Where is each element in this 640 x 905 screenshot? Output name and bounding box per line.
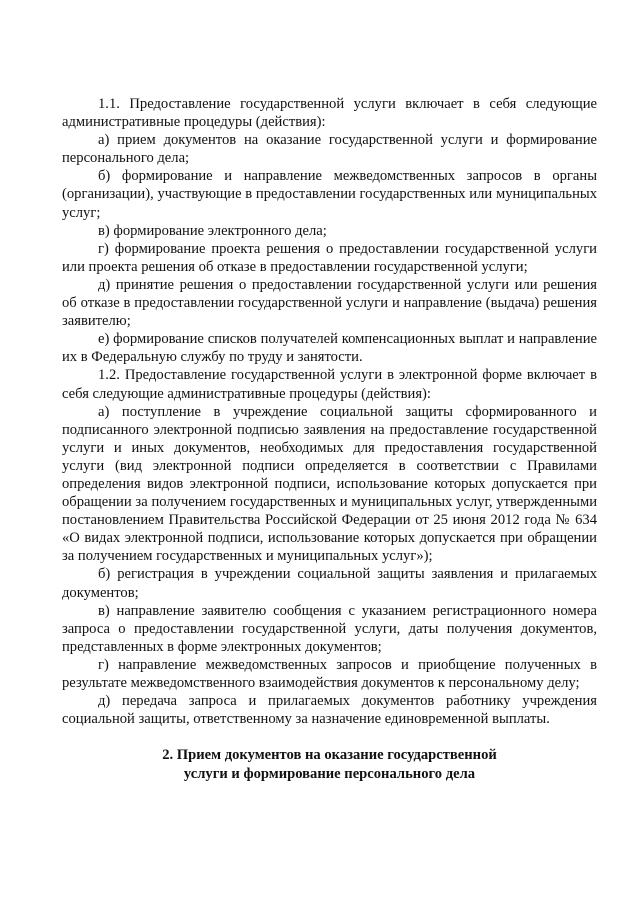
paragraph-1-1-d: д) принятие решения о предоставлении государственной услуги или решения об отказе в предоставлении государственной услуги и направление (выдача) решения заявителю; [62,276,597,330]
paragraph-1-1-b: б) формирование и направление межведомственных запросов в органы (организации), участвующие в предоставлении государственных или муниципальных услуг; [62,168,597,221]
document-page [62,95,597,783]
paragraph-1-1-g: г) формирование проекта решения о предоставлении государственной услуги или проекта решения об отказе в предоставлении государственной услуги; [62,240,597,275]
section-heading [62,746,597,783]
section-heading-line-1: 2. Прием документов на оказание государственной [162,747,497,764]
paragraph-1-1-e: е) формирование списков получателей компенсационных выплат и направление их в Федеральную службу по труду и занятости. [62,331,597,366]
paragraph-1-2-b: б) регистрация в учреждении социальной защиты заявления и прилагаемых документов; [62,566,597,601]
paragraph-1-1: 1.1. Предоставление государственной услуги включает в себя следующие административные процедуры (действия): [62,96,597,131]
paragraph-1-2-v: в) направление заявителю сообщения с указанием регистрационного номера запроса о предоставлении государственной услуги, даты получения документов, представленных в форме электронных документов; [62,602,597,655]
paragraph-1-2: 1.2. Предоставление государственной услуги в электронной форме включает в себя следующие административные процедуры (действия): [62,367,597,402]
paragraph-1-1-a: а) прием документов на оказание государственной услуги и формирование персонального дела; [62,132,597,167]
paragraph-1-2-a: а) поступление в учреждение социальной защиты сформированного и подписанного электронной подписью заявления на предоставление государственной услуги и иных документов, необходимых для предоставления государственной услуги (вид электронной подписи определяется в соответствии с Правилами определения видов электронной подписи, использование которых допускается при обращении за получением государственных и муниципальных услуг, утвержденными постановлением Правительства Российской Федерации от 25 июня 2012 года № 634 «О видах электронной подписи, использование которых допускается при обращении за получением государственных и муниципальных услуг»); [62,403,597,565]
paragraph-1-1-v: в) формирование электронного дела; [98,222,327,239]
paragraph-1-2-g: г) направление межведомственных запросов и приобщение полученных в результате межведомственного взаимодействия документов к персональному делу; [62,656,597,691]
section-heading-line-2: услуги и формирование персонального дела [183,765,476,782]
paragraph-1-2-d: д) передача запроса и прилагаемых документов работнику учреждения социальной защиты, ответственному за назначение единовременной выплаты. [62,693,597,728]
